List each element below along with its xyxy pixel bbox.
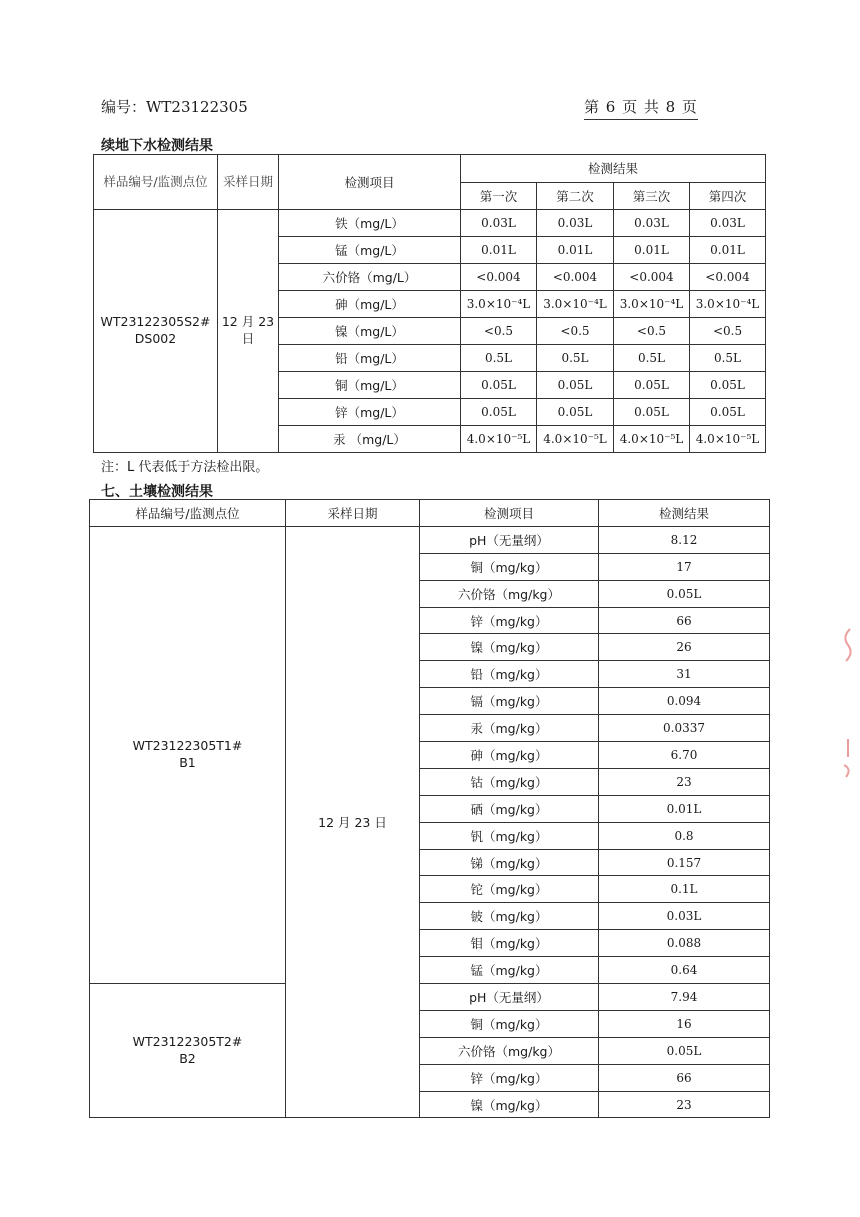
groundwater-note: 注：L 代表低于方法检出限。 <box>101 460 269 475</box>
gw-header-item: 检测项目 <box>279 155 461 210</box>
gw-value-cell: 0.5L <box>537 345 614 372</box>
soil-item-cell: 钒（mg/kg） <box>420 822 599 849</box>
gw-item-cell: 镍（mg/L） <box>279 318 461 345</box>
soil-header-item: 检测项目 <box>420 500 599 527</box>
gw-header-date: 采样日期 <box>218 155 279 210</box>
soil-item-cell: 锰（mg/kg） <box>420 957 599 984</box>
soil-value-cell: 0.64 <box>599 957 770 984</box>
soil-value-cell: 0.157 <box>599 849 770 876</box>
gw-value-cell: 3.0×10⁻⁴L <box>461 291 537 318</box>
gw-item-cell: 锰（mg/L） <box>279 237 461 264</box>
gw-header-round: 第一次 <box>461 182 537 210</box>
report-number: 编号：WT23122305 <box>101 98 248 116</box>
soil-value-cell: 16 <box>599 1010 770 1037</box>
gw-item-cell: 铜（mg/L） <box>279 372 461 399</box>
soil-section-title: 七、土壤检测结果 <box>101 484 213 500</box>
gw-item-cell: 六价铬（mg/L） <box>279 264 461 291</box>
gw-item-cell: 铁（mg/L） <box>279 210 461 237</box>
gw-value-cell: 0.03L <box>690 210 766 237</box>
gw-value-cell: 4.0×10⁻⁵L <box>690 426 766 453</box>
gw-value-cell: 0.05L <box>690 399 766 426</box>
gw-value-cell: <0.5 <box>461 318 537 345</box>
gw-value-cell: <0.004 <box>537 264 614 291</box>
gw-value-cell: <0.5 <box>690 318 766 345</box>
gw-value-cell: <0.004 <box>614 264 690 291</box>
soil-header-date: 采样日期 <box>286 500 420 527</box>
soil-item-cell: 铊（mg/kg） <box>420 876 599 903</box>
soil-item-cell: 镉（mg/kg） <box>420 688 599 715</box>
gw-date-cell: 12 月 23 日 <box>218 210 279 453</box>
gw-value-cell: 0.05L <box>690 372 766 399</box>
soil-value-cell: 66 <box>599 607 770 634</box>
gw-value-cell: 3.0×10⁻⁴L <box>614 291 690 318</box>
gw-value-cell: 0.05L <box>614 372 690 399</box>
soil-value-cell: 0.05L <box>599 580 770 607</box>
gw-value-cell: 4.0×10⁻⁵L <box>461 426 537 453</box>
gw-value-cell: 0.05L <box>461 399 537 426</box>
gw-value-cell: <0.004 <box>690 264 766 291</box>
gw-value-cell: 0.01L <box>537 237 614 264</box>
table-row <box>94 210 766 237</box>
gw-value-cell: 0.05L <box>461 372 537 399</box>
gw-value-cell: 0.03L <box>614 210 690 237</box>
gw-value-cell: 4.0×10⁻⁵L <box>537 426 614 453</box>
soil-item-cell: 铜（mg/kg） <box>420 553 599 580</box>
gw-value-cell: 0.01L <box>690 237 766 264</box>
soil-value-cell: 8.12 <box>599 526 770 553</box>
gw-header-sample: 样品编号/监测点位 <box>94 155 218 210</box>
gw-item-cell: 铅（mg/L） <box>279 345 461 372</box>
soil-item-cell: 锌（mg/kg） <box>420 1064 599 1091</box>
gw-value-cell: 0.5L <box>614 345 690 372</box>
gw-value-cell: 0.03L <box>461 210 537 237</box>
gw-sample-cell <box>94 210 218 453</box>
soil-item-cell: 汞（mg/kg） <box>420 715 599 742</box>
soil-sample-point: B2 <box>179 1050 196 1066</box>
soil-item-cell: 镍（mg/kg） <box>420 634 599 661</box>
soil-item-cell: 砷（mg/kg） <box>420 742 599 769</box>
soil-value-cell: 26 <box>599 634 770 661</box>
soil-value-cell: 0.05L <box>599 1037 770 1064</box>
groundwater-section-title: 续地下水检测结果 <box>101 138 213 154</box>
soil-sample-point: B1 <box>179 754 196 770</box>
soil-sample-id: WT23122305T1# <box>132 738 243 754</box>
red-stamp-fragment-icon <box>838 625 858 675</box>
soil-value-cell: 0.1L <box>599 876 770 903</box>
gw-item-cell: 砷（mg/L） <box>279 291 461 318</box>
gw-header-result: 检测结果 <box>461 155 766 183</box>
gw-value-cell: 0.01L <box>461 237 537 264</box>
soil-results-table <box>89 499 770 1118</box>
soil-date-cell: 12 月 23 日 <box>286 526 420 1118</box>
soil-item-cell: 六价铬（mg/kg） <box>420 580 599 607</box>
gw-item-cell: 锌（mg/L） <box>279 399 461 426</box>
soil-value-cell: 23 <box>599 1091 770 1118</box>
gw-value-cell: 3.0×10⁻⁴L <box>690 291 766 318</box>
gw-item-cell: 汞 （mg/L） <box>279 426 461 453</box>
soil-value-cell: 0.03L <box>599 903 770 930</box>
red-stamp-fragment-icon <box>838 735 858 785</box>
soil-header-sample: 样品编号/监测点位 <box>90 500 286 527</box>
soil-value-cell: 0.088 <box>599 930 770 957</box>
soil-value-cell: 0.0337 <box>599 715 770 742</box>
soil-header-result: 检测结果 <box>599 500 770 527</box>
groundwater-results-table <box>93 154 766 453</box>
soil-value-cell: 0.8 <box>599 822 770 849</box>
soil-sample-cell <box>90 984 286 1118</box>
gw-value-cell: 0.5L <box>461 345 537 372</box>
gw-sample-id: WT23122305S2# <box>100 314 211 330</box>
gw-value-cell: 0.05L <box>537 399 614 426</box>
soil-item-cell: 六价铬（mg/kg） <box>420 1037 599 1064</box>
gw-value-cell: 0.01L <box>614 237 690 264</box>
soil-item-cell: 钼（mg/kg） <box>420 930 599 957</box>
soil-sample-cell <box>90 526 286 983</box>
table-row <box>90 984 770 1011</box>
gw-value-cell: 0.03L <box>537 210 614 237</box>
gw-value-cell: 0.5L <box>690 345 766 372</box>
soil-value-cell: 31 <box>599 661 770 688</box>
soil-item-cell: 硒（mg/kg） <box>420 795 599 822</box>
soil-value-cell: 0.01L <box>599 795 770 822</box>
gw-value-cell: <0.004 <box>461 264 537 291</box>
soil-item-cell: pH（无量纲） <box>420 984 599 1011</box>
soil-value-cell: 6.70 <box>599 742 770 769</box>
soil-item-cell: 锌（mg/kg） <box>420 607 599 634</box>
soil-value-cell: 7.94 <box>599 984 770 1011</box>
soil-item-cell: 铜（mg/kg） <box>420 1010 599 1037</box>
soil-item-cell: 铅（mg/kg） <box>420 661 599 688</box>
gw-value-cell: <0.5 <box>614 318 690 345</box>
gw-value-cell: 0.05L <box>614 399 690 426</box>
table-row <box>90 526 770 553</box>
soil-value-cell: 23 <box>599 768 770 795</box>
gw-value-cell: 4.0×10⁻⁵L <box>614 426 690 453</box>
soil-item-cell: pH（无量纲） <box>420 526 599 553</box>
soil-value-cell: 0.094 <box>599 688 770 715</box>
gw-header-round: 第二次 <box>537 182 614 210</box>
soil-value-cell: 66 <box>599 1064 770 1091</box>
gw-header-round: 第四次 <box>690 182 766 210</box>
soil-item-cell: 镍（mg/kg） <box>420 1091 599 1118</box>
gw-sample-point: DS002 <box>134 331 177 346</box>
soil-item-cell: 钴（mg/kg） <box>420 768 599 795</box>
page-indicator: 第 6 页 共 8 页 <box>584 96 698 120</box>
soil-sample-id: WT23122305T2# <box>132 1033 243 1049</box>
gw-value-cell: 3.0×10⁻⁴L <box>537 291 614 318</box>
gw-value-cell: <0.5 <box>537 318 614 345</box>
soil-value-cell: 17 <box>599 553 770 580</box>
soil-item-cell: 锑（mg/kg） <box>420 849 599 876</box>
gw-value-cell: 0.05L <box>537 372 614 399</box>
gw-header-round: 第三次 <box>614 182 690 210</box>
soil-item-cell: 铍（mg/kg） <box>420 903 599 930</box>
